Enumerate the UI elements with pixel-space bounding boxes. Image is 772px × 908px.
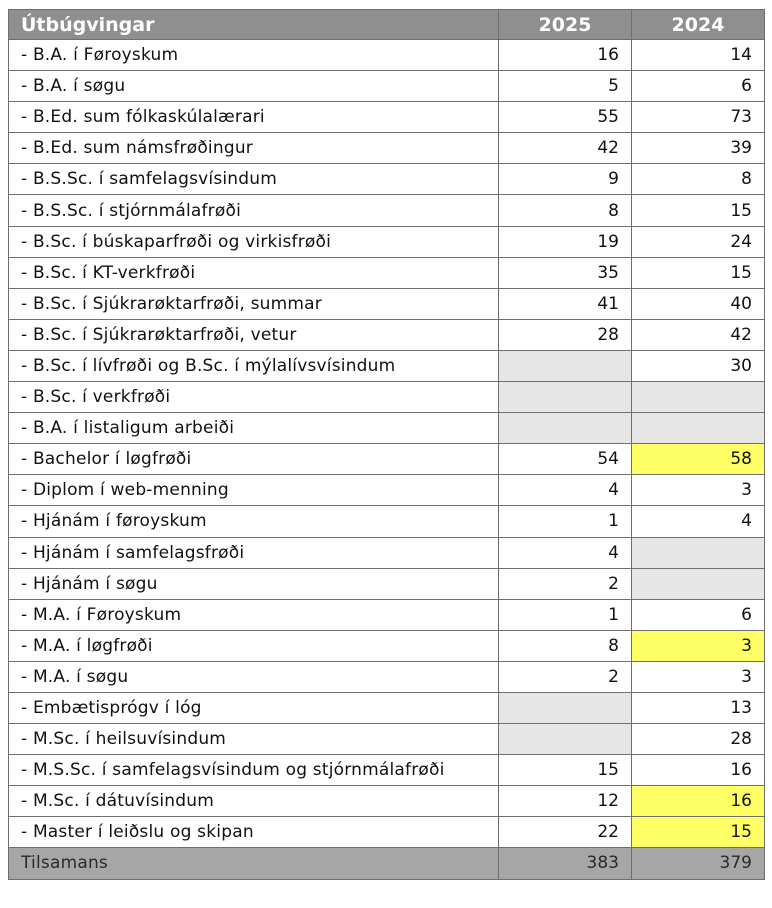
value-2024: 16 — [632, 786, 765, 817]
table-row — [9, 164, 765, 195]
programme-name: - B.A. í listaligum arbeiði — [9, 413, 499, 444]
value-2024: 15 — [632, 817, 765, 848]
value-2024: 15 — [632, 257, 765, 288]
programme-name: - B.A. í søgu — [9, 71, 499, 102]
value-2025: 2 — [499, 661, 632, 692]
header-year-2025: 2025 — [499, 10, 632, 40]
table-row — [9, 755, 765, 786]
table-row — [9, 537, 765, 568]
value-2024: 39 — [632, 133, 765, 164]
value-2024: 6 — [632, 599, 765, 630]
value-2024: 15 — [632, 195, 765, 226]
table-row — [9, 786, 765, 817]
programme-name: - M.A. í Føroyskum — [9, 599, 499, 630]
table-row — [9, 413, 765, 444]
total-2025: 383 — [499, 848, 632, 879]
programme-name: - Master í leiðslu og skipan — [9, 817, 499, 848]
programme-name: - M.Sc. í dátuvísindum — [9, 786, 499, 817]
value-2025: 9 — [499, 164, 632, 195]
value-2025: 1 — [499, 599, 632, 630]
programme-name: - B.Sc. í KT-verkfrøði — [9, 257, 499, 288]
value-2024: 40 — [632, 288, 765, 319]
table-row — [9, 257, 765, 288]
value-2024 — [632, 568, 765, 599]
value-2024: 3 — [632, 630, 765, 661]
programme-name: - M.A. í søgu — [9, 661, 499, 692]
value-2024: 30 — [632, 350, 765, 381]
programme-name: - Hjánám í søgu — [9, 568, 499, 599]
value-2024: 3 — [632, 661, 765, 692]
value-2024: 6 — [632, 71, 765, 102]
value-2024: 16 — [632, 755, 765, 786]
table-row — [9, 133, 765, 164]
value-2024 — [632, 537, 765, 568]
value-2025: 8 — [499, 195, 632, 226]
value-2025: 22 — [499, 817, 632, 848]
value-2025: 4 — [499, 537, 632, 568]
table-row — [9, 817, 765, 848]
education-table — [8, 9, 765, 880]
programme-name: - Hjánám í føroyskum — [9, 506, 499, 537]
value-2025: 16 — [499, 40, 632, 71]
value-2025: 2 — [499, 568, 632, 599]
table-body — [9, 40, 765, 880]
value-2025 — [499, 692, 632, 723]
table-row — [9, 226, 765, 257]
header-year-2024: 2024 — [632, 10, 765, 40]
table-row — [9, 661, 765, 692]
table-row — [9, 568, 765, 599]
programme-name: - B.Sc. í lívfrøði og B.Sc. í mýlalívsvísindum — [9, 350, 499, 381]
table-row — [9, 350, 765, 381]
programme-name: - B.S.Sc. í samfelagsvísindum — [9, 164, 499, 195]
value-2024: 58 — [632, 444, 765, 475]
value-2025: 12 — [499, 786, 632, 817]
table-row — [9, 40, 765, 71]
value-2025: 28 — [499, 319, 632, 350]
value-2024: 73 — [632, 102, 765, 133]
value-2024: 14 — [632, 40, 765, 71]
programme-name: - M.A. í løgfrøði — [9, 630, 499, 661]
programme-name: - B.Sc. í Sjúkrarøktarfrøði, summar — [9, 288, 499, 319]
value-2025: 8 — [499, 630, 632, 661]
table-row — [9, 71, 765, 102]
value-2025: 35 — [499, 257, 632, 288]
programme-name: - B.Sc. í Sjúkrarøktarfrøði, vetur — [9, 319, 499, 350]
table-row — [9, 444, 765, 475]
table-row — [9, 692, 765, 723]
value-2024: 8 — [632, 164, 765, 195]
total-row — [9, 848, 765, 879]
programme-name: - B.Sc. í búskaparfrøði og virkisfrøði — [9, 226, 499, 257]
programme-name: - M.S.Sc. í samfelagsvísindum og stjórnmálafrøði — [9, 755, 499, 786]
value-2025 — [499, 382, 632, 413]
programme-name: - Diplom í web-menning — [9, 475, 499, 506]
value-2024 — [632, 413, 765, 444]
value-2025: 5 — [499, 71, 632, 102]
value-2024: 3 — [632, 475, 765, 506]
programme-name: - B.S.Sc. í stjórnmálafrøði — [9, 195, 499, 226]
programme-name: - B.Ed. sum námsfrøðingur — [9, 133, 499, 164]
value-2024: 24 — [632, 226, 765, 257]
value-2024: 28 — [632, 724, 765, 755]
value-2025: 19 — [499, 226, 632, 257]
total-2024: 379 — [632, 848, 765, 879]
table-row — [9, 724, 765, 755]
table-row — [9, 506, 765, 537]
header-row — [9, 10, 765, 40]
programme-name: - B.Sc. í verkfrøði — [9, 382, 499, 413]
value-2025: 41 — [499, 288, 632, 319]
table-row — [9, 319, 765, 350]
value-2025: 15 — [499, 755, 632, 786]
value-2025: 42 — [499, 133, 632, 164]
programme-name: - B.A. í Føroyskum — [9, 40, 499, 71]
table-row — [9, 102, 765, 133]
value-2025: 4 — [499, 475, 632, 506]
value-2025: 54 — [499, 444, 632, 475]
value-2024: 13 — [632, 692, 765, 723]
table-row — [9, 599, 765, 630]
value-2024: 4 — [632, 506, 765, 537]
table-row — [9, 630, 765, 661]
value-2024: 42 — [632, 319, 765, 350]
total-label: Tilsamans — [9, 848, 499, 879]
value-2025: 55 — [499, 102, 632, 133]
header-education: Útbúgvingar — [9, 10, 499, 40]
table-row — [9, 382, 765, 413]
programme-name: - Bachelor í løgfrøði — [9, 444, 499, 475]
table-row — [9, 475, 765, 506]
programme-name: - M.Sc. í heilsuvísindum — [9, 724, 499, 755]
table-row — [9, 288, 765, 319]
value-2024 — [632, 382, 765, 413]
value-2025: 1 — [499, 506, 632, 537]
value-2025 — [499, 350, 632, 381]
programme-name: - Hjánám í samfelagsfrøði — [9, 537, 499, 568]
programme-name: - Embætisprógv í lóg — [9, 692, 499, 723]
table-row — [9, 195, 765, 226]
value-2025 — [499, 724, 632, 755]
programme-name: - B.Ed. sum fólkaskúlalærari — [9, 102, 499, 133]
value-2025 — [499, 413, 632, 444]
